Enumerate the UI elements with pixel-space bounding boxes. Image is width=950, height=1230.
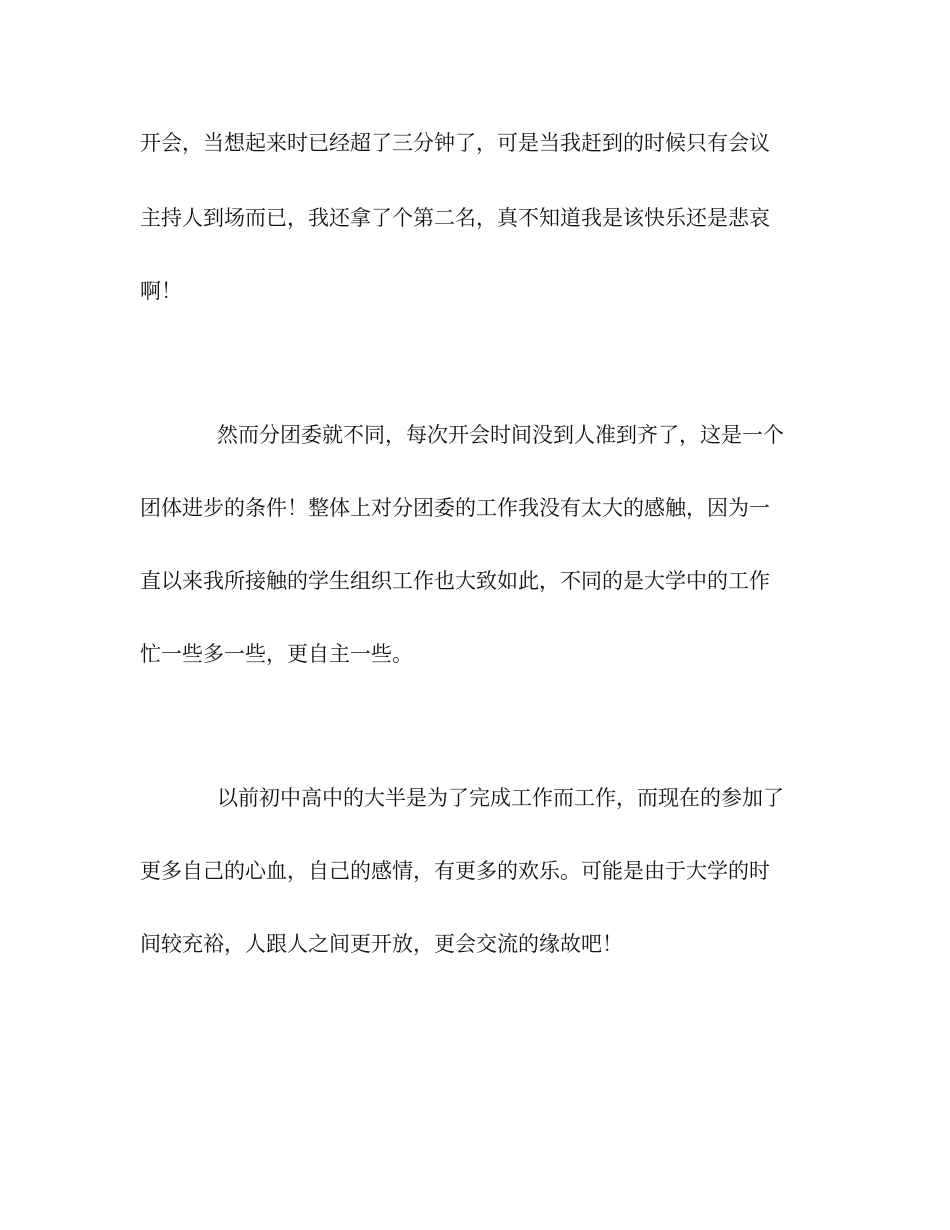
paragraph-line: 开会，当想起来时已经超了三分钟了，可是当我赶到的时候只有会议 <box>140 131 770 155</box>
paragraph-line: 然而分团委就不同，每次开会时间没到人准到齐了，这是一个 <box>217 423 784 447</box>
paragraph-line: 间较充裕，人跟人之间更开放，更会交流的缘故吧！ <box>140 932 623 956</box>
paragraph-line: 团体进步的条件！整体上对分团委的工作我没有太大的感触，因为一 <box>140 496 770 520</box>
paragraph-line: 忙一些多一些，更自主一些。 <box>140 642 413 666</box>
paragraph-line: 以前初中高中的大半是为了完成工作而工作，而现在的参加了 <box>217 786 784 810</box>
paragraph-line: 啊！ <box>140 279 182 303</box>
paragraph-line: 主持人到场而已，我还拿了个第二名，真不知道我是该快乐还是悲哀 <box>140 206 770 230</box>
paragraph-line: 更多自己的心血，自己的感情，有更多的欢乐。可能是由于大学的时 <box>140 859 770 883</box>
paragraph-line: 直以来我所接触的学生组织工作也大致如此，不同的是大学中的工作 <box>140 569 770 593</box>
